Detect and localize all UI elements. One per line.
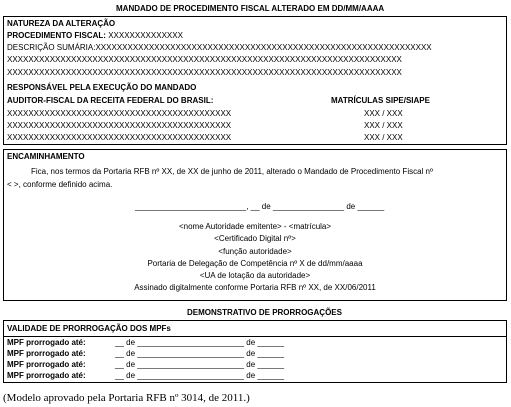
prorrogacoes-box	[3, 320, 507, 383]
responsavel-heading: RESPONSÁVEL PELA EXECUÇÃO DO MANDADO	[7, 83, 197, 92]
encaminhamento-heading: ENCAMINHAMENTO	[7, 152, 85, 161]
prorrogacao-label: MPF prorrogado até:	[7, 371, 86, 380]
natureza-box	[3, 16, 507, 145]
encaminhamento-body-1: Fica, nos termos da Portaria RFB nº XX, de XX de junho de 2011, alterado o Mandado de Procedimento Fiscal nº	[31, 167, 433, 176]
prorrogacao-date-field[interactable]: __ de ________________________ de ______	[115, 371, 285, 380]
auditor-matricula: XXX / XXX	[364, 109, 403, 118]
auditor-name: XXXXXXXXXXXXXXXXXXXXXXXXXXXXXXXXXXXXXXXXXX	[7, 109, 232, 118]
descricao-line-1: XXXXXXXXXXXXXXXXXXXXXXXXXXXXXXXXXXXXXXXXXXXXXXXXXXXXXXXXXXXXXXX	[95, 43, 432, 52]
auditor-name: XXXXXXXXXXXXXXXXXXXXXXXXXXXXXXXXXXXXXXXXXX	[7, 133, 232, 142]
signature-line: <UA de lotação da autoridade>	[199, 271, 311, 280]
natureza-heading: NATUREZA DA ALTERAÇÃO	[7, 19, 116, 28]
descricao-label: DESCRIÇÃO SUMÁRIA:	[7, 43, 96, 52]
prorrogacoes-heading: VALIDADE DE PRORROGAÇÃO DOS MPFs	[7, 324, 171, 333]
date-line: _________________________, __ de ________________ de ______	[135, 202, 385, 211]
signature-line: <nome Autoridade emitente> - <matrícula>	[178, 222, 332, 231]
descricao-sumaria	[7, 44, 432, 52]
auditor-matricula: XXX / XXX	[364, 133, 403, 142]
descricao-line-2: XXXXXXXXXXXXXXXXXXXXXXXXXXXXXXXXXXXXXXXXXXXXXXXXXXXXXXXXXXXXXXXXXXXXXXXXXX	[7, 55, 402, 64]
auditor-matricula: XXX / XXX	[364, 121, 403, 130]
signature-line: Assinado digitalmente conforme Portaria RFB nº XX, de XX/06/2011	[134, 283, 376, 292]
procedimento-value: XXXXXXXXXXXXXX	[108, 31, 183, 40]
procedimento-fiscal	[7, 32, 183, 40]
prorrogacao-label: MPF prorrogado até:	[7, 349, 86, 358]
divider	[4, 336, 506, 337]
footnote: (Modelo aprovado pela Portaria RFB nº 3014, de 2011.)	[3, 392, 250, 404]
procedimento-label: PROCEDIMENTO FISCAL:	[7, 31, 106, 40]
matriculas-label: MATRÍCULAS SIPE/SIAPE	[331, 96, 430, 105]
signature-line: Portaria de Delegação de Competência nº X de dd/mm/aaaa	[147, 259, 363, 268]
prorrogacoes-title: DEMONSTRATIVO DE PRORROGAÇÕES	[187, 308, 342, 317]
encaminhamento-body-2: < >, conforme definido acima.	[7, 180, 113, 189]
prorrogacao-date-field[interactable]: __ de ________________________ de ______	[115, 338, 285, 347]
signature-line: <Certificado Digital nº>	[214, 234, 296, 243]
signature-line: <função autoridade>	[218, 247, 292, 256]
auditor-name: XXXXXXXXXXXXXXXXXXXXXXXXXXXXXXXXXXXXXXXXXX	[7, 121, 232, 130]
auditor-label: AUDITOR-FISCAL DA RECEITA FEDERAL DO BRASIL:	[7, 96, 214, 105]
document-title: MANDADO DE PROCEDIMENTO FISCAL ALTERADO EM DD/MM/AAAA	[116, 4, 385, 13]
encaminhamento-box	[3, 149, 507, 301]
prorrogacao-date-field[interactable]: __ de ________________________ de ______	[115, 360, 285, 369]
descricao-line-3: XXXXXXXXXXXXXXXXXXXXXXXXXXXXXXXXXXXXXXXXXXXXXXXXXXXXXXXXXXXXXXXXXXXXXXXXXX	[7, 68, 402, 77]
prorrogacao-label: MPF prorrogado até:	[7, 360, 86, 369]
prorrogacao-label: MPF prorrogado até:	[7, 338, 86, 347]
prorrogacao-date-field[interactable]: __ de ________________________ de ______	[115, 349, 285, 358]
